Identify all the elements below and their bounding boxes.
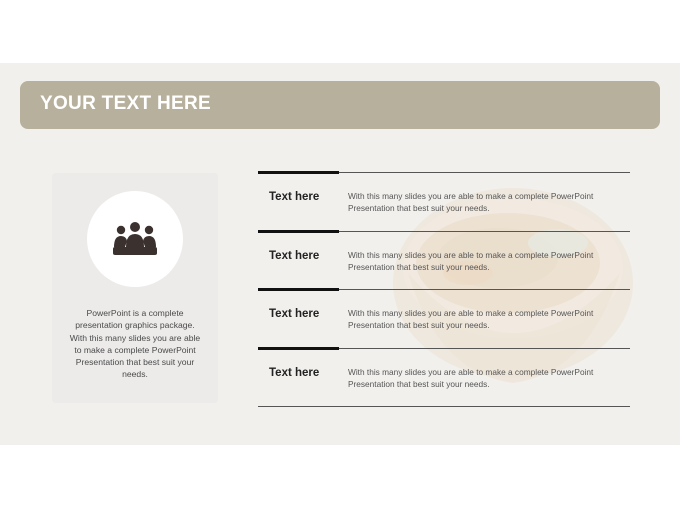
row-description: With this many slides you are able to make a complete PowerPoint Presentation that best suit your needs.	[348, 366, 594, 389]
list-item	[258, 289, 630, 348]
slide	[0, 63, 680, 445]
row-accent-bar	[258, 288, 339, 291]
row-description: With this many slides you are able to make a complete PowerPoint Presentation that best suit your needs.	[348, 308, 594, 331]
row-accent-bar	[258, 347, 339, 350]
list-item	[258, 348, 630, 407]
info-card	[52, 173, 218, 403]
text-rows-list	[258, 172, 630, 407]
row-label: Text here	[269, 191, 320, 203]
row-description: With this many slides you are able to make a complete PowerPoint Presentation that best suit your needs.	[348, 191, 594, 214]
card-description: PowerPoint is a complete presentation graphics package. With this many slides you are able to make a complete PowerPoint Presentation that best suit your needs.	[69, 308, 201, 380]
row-accent-bar	[258, 230, 339, 233]
title-bar	[20, 81, 660, 129]
list-item	[258, 172, 630, 231]
divider	[258, 406, 630, 407]
list-item	[258, 231, 630, 290]
group-of-people-icon	[113, 221, 157, 257]
slide-title: YOUR TEXT HERE	[40, 93, 211, 114]
row-label: Text here	[269, 308, 320, 320]
row-description: With this many slides you are able to make a complete PowerPoint Presentation that best suit your needs.	[348, 249, 594, 272]
row-label: Text here	[269, 366, 320, 379]
row-label: Text here	[269, 249, 320, 262]
icon-circle	[87, 191, 183, 287]
row-accent-bar	[258, 171, 339, 174]
